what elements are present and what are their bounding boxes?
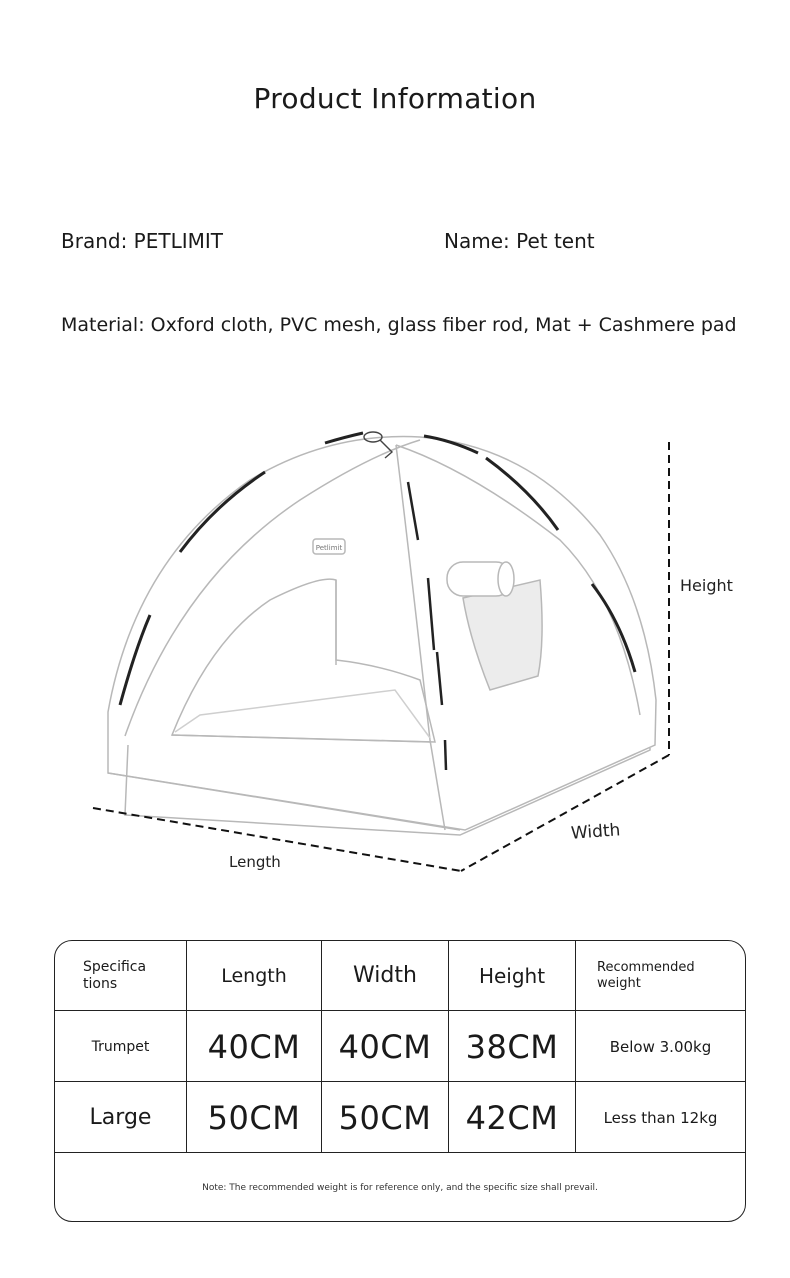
length-dimension-label: Length <box>229 853 281 871</box>
weight-value: Less than 12kg <box>575 1082 745 1153</box>
size-name: Large <box>89 1105 152 1130</box>
table-row <box>55 1081 745 1153</box>
width-value: 40CM <box>321 1011 448 1082</box>
product-name-text: Name: Pet tent <box>444 229 595 253</box>
length-value: 40CM <box>186 1011 321 1082</box>
header-height: Height <box>448 941 575 1010</box>
spec-table <box>54 940 746 1222</box>
width-value: 50CM <box>321 1082 448 1153</box>
tent-logo-text: Petlimit <box>315 544 343 552</box>
height-dimension-label: Height <box>680 576 733 595</box>
length-value: 50CM <box>186 1082 321 1153</box>
table-note: Note: The recommended weight is for reference only, and the specific size shall prevail. <box>55 1152 745 1222</box>
height-value: 38CM <box>448 1011 575 1082</box>
weight-value: Below 3.00kg <box>575 1011 745 1082</box>
tent-illustration <box>0 400 790 890</box>
brand-text: Brand: PETLIMIT <box>61 229 223 253</box>
header-width: Width <box>321 941 448 1010</box>
table-header-row <box>55 941 745 1010</box>
table-row <box>55 1010 745 1082</box>
material-text: Material: Oxford cloth, PVC mesh, glass fiber rod, Mat + Cashmere pad <box>61 314 737 336</box>
tent-icon <box>108 437 656 835</box>
header-specifications: Specifica tions <box>83 958 147 992</box>
header-length: Length <box>186 941 321 1010</box>
size-name: Trumpet <box>91 1038 150 1055</box>
page-title: Product Information <box>253 82 537 115</box>
width-dimension-label: Width <box>570 820 622 844</box>
header-recommended-weight: Recommended weight <box>575 941 745 1010</box>
height-value: 42CM <box>448 1082 575 1153</box>
